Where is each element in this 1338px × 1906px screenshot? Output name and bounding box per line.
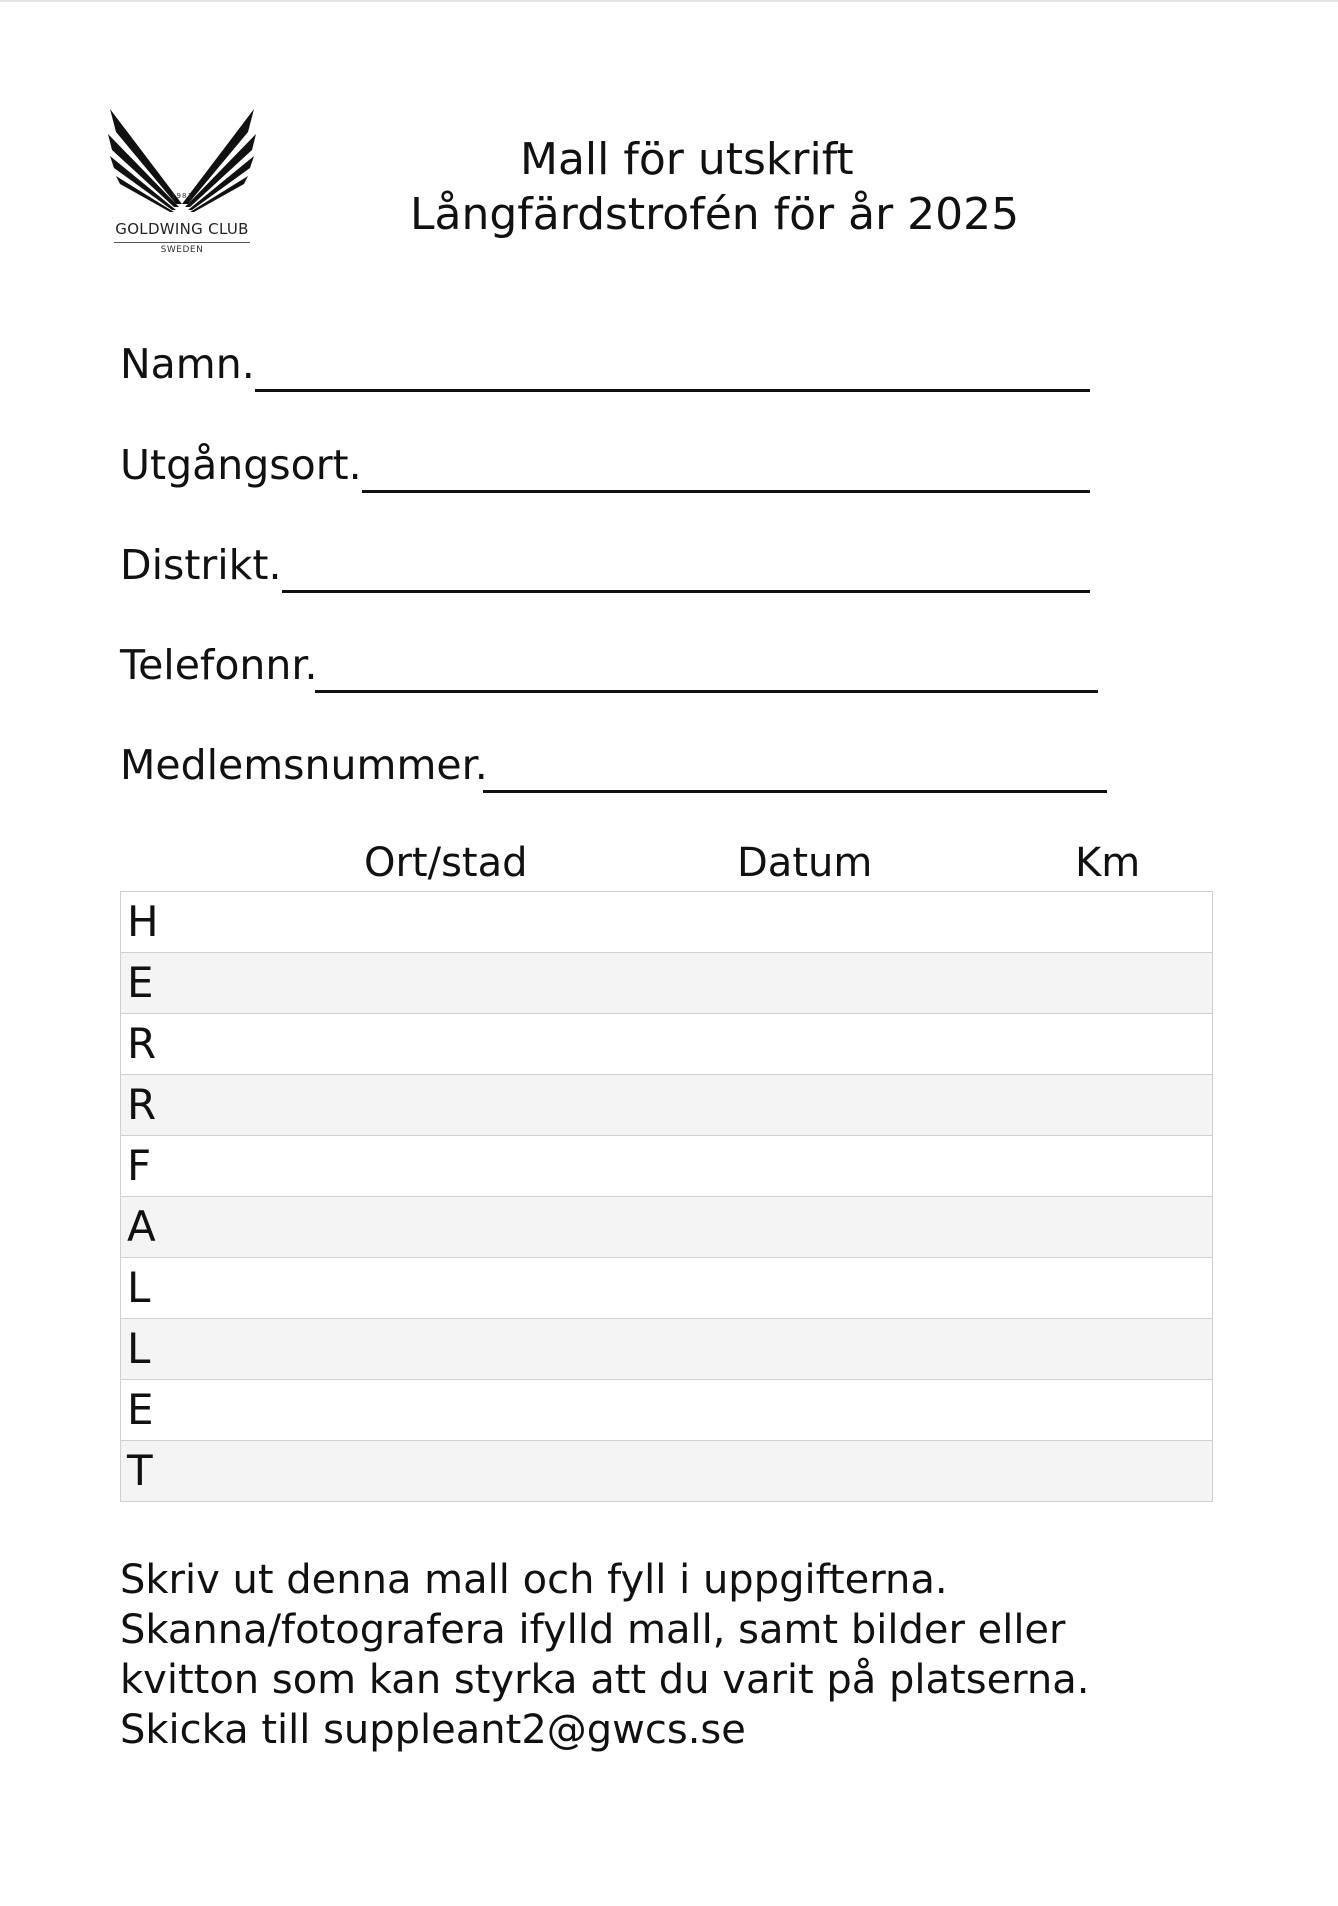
instructions	[120, 1555, 1270, 1755]
logo-divider	[114, 242, 250, 243]
row-letter: F	[127, 1141, 152, 1190]
origin-label: Utgångsort.	[120, 441, 362, 489]
row-letter: E	[127, 1385, 154, 1434]
name-label: Namn.	[120, 340, 255, 388]
member-number-line	[483, 790, 1107, 793]
table-row[interactable]	[120, 1197, 1213, 1258]
page-top-border	[0, 0, 1338, 2]
table-row[interactable]	[120, 1075, 1213, 1136]
page-subtitle: Långfärdstrofén för år 2025	[410, 189, 1020, 240]
row-letter: R	[127, 1019, 157, 1068]
table-row[interactable]	[120, 1014, 1213, 1075]
logo-year: 1981	[171, 192, 193, 200]
row-letter: T	[127, 1446, 153, 1495]
trip-table	[120, 891, 1213, 1502]
instruction-line: Skicka till suppleant2@gwcs.se	[120, 1707, 746, 1753]
column-header-place: Ort/stad	[364, 840, 528, 886]
page-title: Mall för utskrift	[520, 134, 854, 185]
row-letter: L	[127, 1263, 151, 1312]
phone-field[interactable]	[120, 641, 1098, 695]
district-line	[282, 590, 1090, 593]
row-letter: H	[127, 897, 159, 946]
member-number-field[interactable]	[120, 741, 1107, 795]
member-number-label: Medlemsnummer.	[120, 741, 488, 789]
name-line	[255, 389, 1090, 392]
table-row[interactable]	[120, 1258, 1213, 1319]
phone-line	[315, 690, 1098, 693]
logo-club-name: GOLDWING CLUB	[115, 220, 249, 238]
table-row[interactable]	[120, 892, 1213, 953]
instruction-line: Skanna/fotografera ifylld mall, samt bilder eller	[120, 1607, 1066, 1653]
column-header-km: Km	[1075, 840, 1141, 886]
district-label: Distrikt.	[120, 541, 282, 589]
row-letter: L	[127, 1324, 151, 1373]
table-row[interactable]	[120, 1441, 1213, 1502]
table-row[interactable]	[120, 1136, 1213, 1197]
instruction-line: kvitton som kan styrka att du varit på platserna.	[120, 1657, 1090, 1703]
row-letter: R	[127, 1080, 157, 1129]
district-field[interactable]	[120, 541, 1090, 595]
instruction-line: Skriv ut denna mall och fyll i uppgifterna.	[120, 1557, 948, 1603]
row-letter: A	[127, 1202, 156, 1251]
origin-line	[362, 490, 1090, 493]
goldwing-club-logo	[102, 104, 262, 264]
column-header-date: Datum	[737, 840, 873, 886]
phone-label: Telefonnr.	[120, 641, 318, 689]
row-letter: E	[127, 958, 154, 1007]
name-field[interactable]	[120, 340, 1090, 394]
table-row[interactable]	[120, 1319, 1213, 1380]
table-row[interactable]	[120, 953, 1213, 1014]
table-row[interactable]	[120, 1380, 1213, 1441]
logo-country: SWEDEN	[160, 245, 204, 255]
origin-field[interactable]	[120, 441, 1090, 495]
